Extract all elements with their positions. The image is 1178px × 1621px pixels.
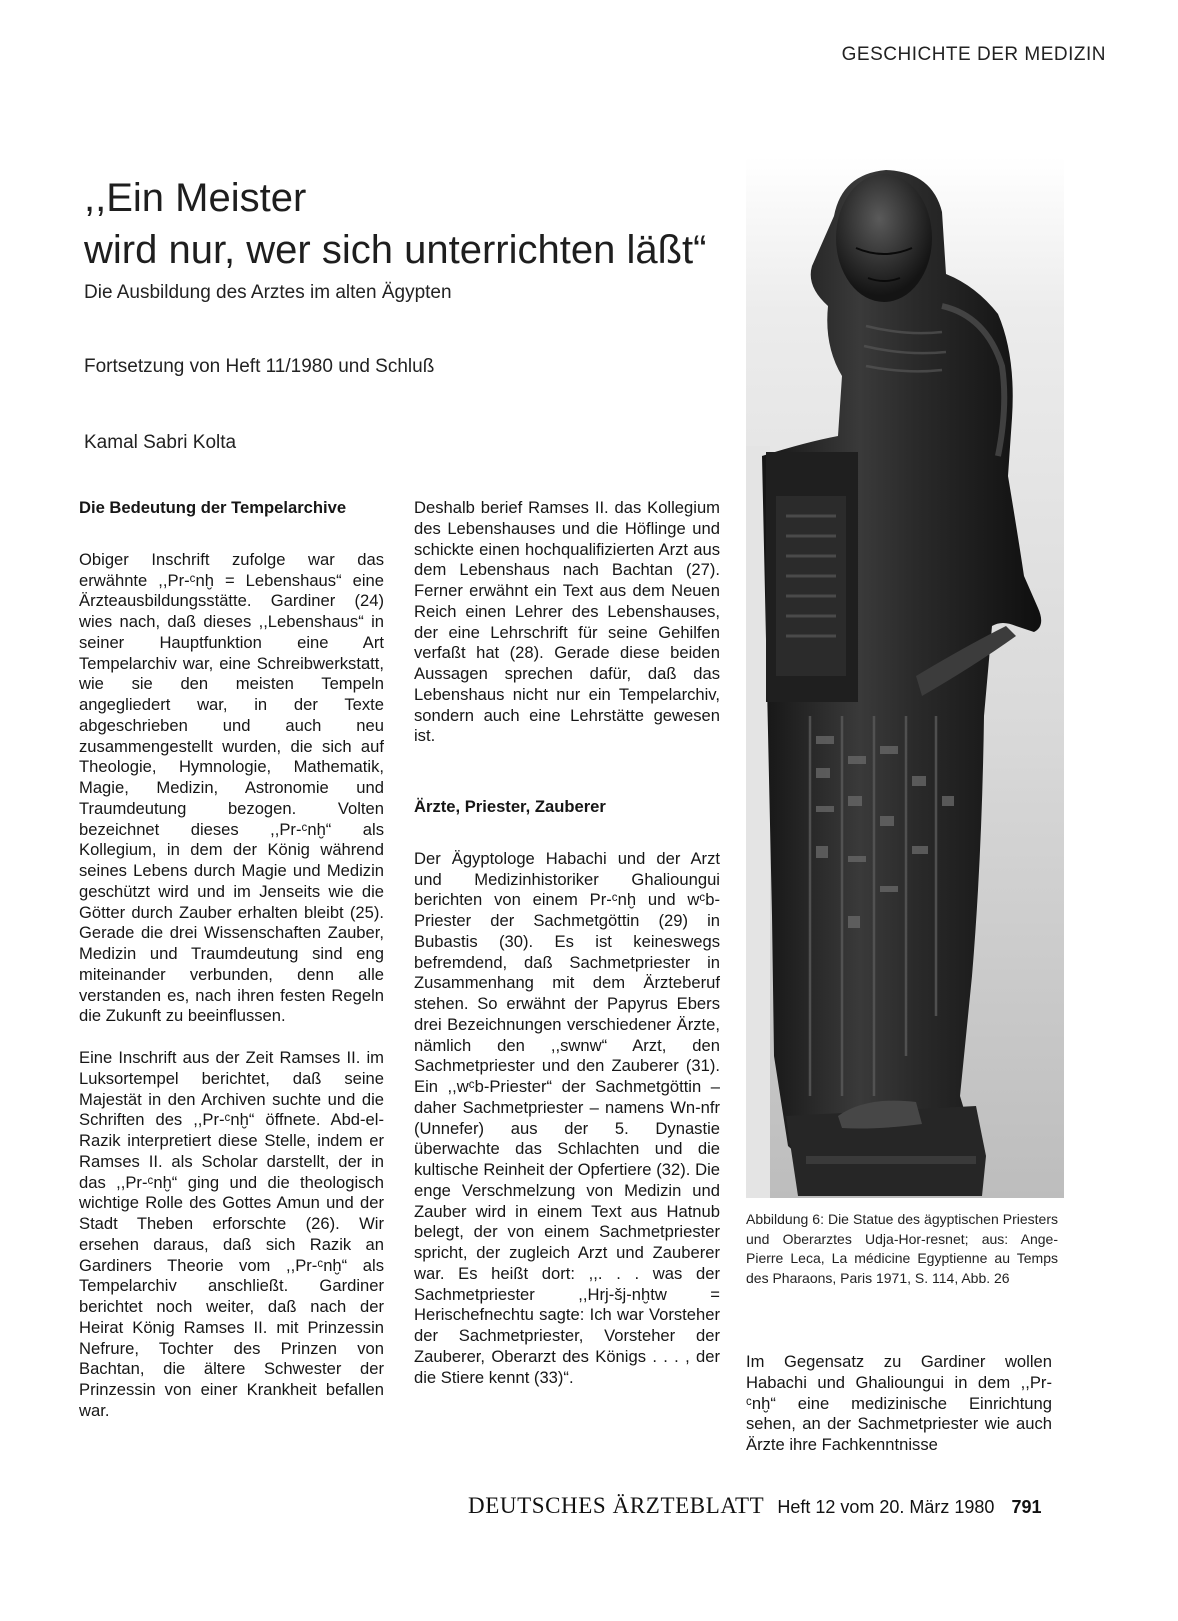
statue-photo (746, 156, 1064, 1198)
page-footer (468, 1493, 1042, 1519)
paragraph: Der Ägyptologe Habachi und der Arzt und Medizinhistoriker Ghalioungui berichten von einem Pr-ᶜnḫ und wᶜb-Priester der Sachmetgöttin (29) in Bubastis (30). Es ist keineswegs befremdend, daß Sachmetpriester in Zusammenhang mit dem Ärzteberuf stehen. So erwähnt der Papyrus Ebers drei Bezeichnungen verschiedener Ärzte, nämlich den ,,swnw“ Arzt, den Sachmetpriester und den Zauberer (31). Ein ,,wᶜb-Priester“ der Sachmetgöttin – daher Sachmetpriester – namens Wn-nfr (Unnefer) aus der 5. Dynastie überwachte das Schlachten und die kultische Reinheit der Opfertiere (32). Die enge Verschmelzung von Medizin und Zauber wird in einem Text aus Hatnub belegt, der von einem Sachmetpriester spricht, der zugleich Arzt und Zauberer war. Es heißt dort: ,,. . . was der Sachmetpriester ,,Hrj-šj-nḫtw = Herischefnechtu sagte: Ich war Vorsteher der Sachmetpriester, Vorsteher der Zauberer, Oberarzt des Königs . . . , der die Stiere kennt (33)“. (414, 848, 720, 1387)
page-number: 791 (1011, 1497, 1042, 1517)
article-title (84, 172, 804, 276)
figure-caption: Abbildung 6: Die Statue des ägyptischen Priesters und Oberarztes Udja-Hor-resnet; aus: Ange-Pierre Leca, La médicine Egyptienne au Temps des Pharaons, Paris 1971, S. 114, Abb. 26 (746, 1211, 1058, 1286)
section-label: GESCHICHTE DER MEDIZIN (841, 44, 1106, 65)
text-column-3 (746, 1352, 1052, 1456)
continuation-note: Fortsetzung von Heft 11/1980 und Schluß (84, 356, 435, 377)
author-name: Kamal Sabri Kolta (84, 432, 237, 453)
article-subtitle: Die Ausbildung des Arztes im alten Ägypten (84, 282, 452, 303)
text-column-2 (414, 498, 720, 1388)
section-heading-aerzte-priester: Ärzte, Priester, Zauberer (414, 797, 606, 816)
issue-info: Heft 12 vom 20. März 1980 (777, 1497, 995, 1517)
article-title-line-1: ,,Ein Meister (84, 176, 307, 220)
paragraph: Im Gegensatz zu Gardiner wollen Habachi und Ghalioungui in dem ,,Pr-ᶜnḫ“ eine medizinische Einrichtung sehen, an der Sachmetpriester wie auch Ärzte ihre Fachkenntnisse (746, 1352, 1052, 1454)
paragraph: Deshalb berief Ramses II. das Kollegium des Lebenshauses und die Höflinge und schickte einen hochqualifizierten Arzt aus dem Lebenshaus nach Bachtan (27). Ferner erwähnt ein Text aus dem Neuen Reich einen Lehrer des Lebenshauses, der eine Lehrschrift für seine Gehilfen verfaßt hat (28). Gerade diese beiden Aussagen sprechen dafür, daß das Lebenshaus nicht nur ein Tempelarchiv, sondern auch eine Lehrstätte gewesen ist. (414, 498, 720, 746)
journal-name: DEUTSCHES ÄRZTEBLATT (468, 1493, 765, 1518)
paragraph: Eine Inschrift aus der Zeit Ramses II. im Luksortempel berichtet, daß seine Majestät in den Archiven suchte und die Schriften des ,,Pr-ᶜnḫ“ öffnete. Abd-el-Razik interpretiert diese Stelle, indem er Ramses II. als Scholar darstellt, der in das ,,Pr-ᶜnḫ“ ging und die theologisch wichtige Rolle des Gottes Amun und der Stadt Theben erforschte (26). Wir ersehen daraus, daß sich Razik an Gardiners Theorie vom ,,Pr-ᶜnḫ“ als Tempelarchiv anschließt. Gardiner berichtet noch weiter, daß nach der Heirat König Ramses II. mit Prinzessin Nefrure, Tochter des Prinzen von Bachtan, die ältere Schwester der Prinzessin von einer Krankheit befallen war. (79, 1048, 384, 1420)
paragraph: Obiger Inschrift zufolge war das erwähnte ,,Pr-ᶜnḫ = Lebenshaus“ eine Ärzteausbildungsstätte. Gardiner (24) wies nach, daß dieses ,,Lebenshaus“ in seiner Hauptfunktion eine Art Tempelarchiv war, eine Schreibwerkstatt, wie sie den meisten Tempeln angegliedert war, in der Texte abgeschrieben und auch neu zusammengestellt wurden, die sich auf Theologie, Hymnologie, Mathematik, Magie, Medizin, Astronomie und Traumdeutung bezogen. Volten bezeichnet dieses ,,Pr-ᶜnḫ“ als Kollegium, in dem der König während seines Lebens durch Magie und Medizin geschützt wird und im Jenseits wie die Götter durch Zauber erhalten bleibt (25). Gerade die drei Wissenschaften Zauber, Medizin und Traumdeutung sind eng miteinander verbunden, denn alle verstanden es, nach ihren festen Regeln die Zukunft zu beeinflussen. (79, 549, 384, 1026)
section-heading-tempelarchive: Die Bedeutung der Tempelarchive (79, 498, 347, 517)
article-title-line-2: wird nur, wer sich unterrichten läßt“ (84, 228, 707, 272)
text-column-1 (79, 498, 384, 1422)
